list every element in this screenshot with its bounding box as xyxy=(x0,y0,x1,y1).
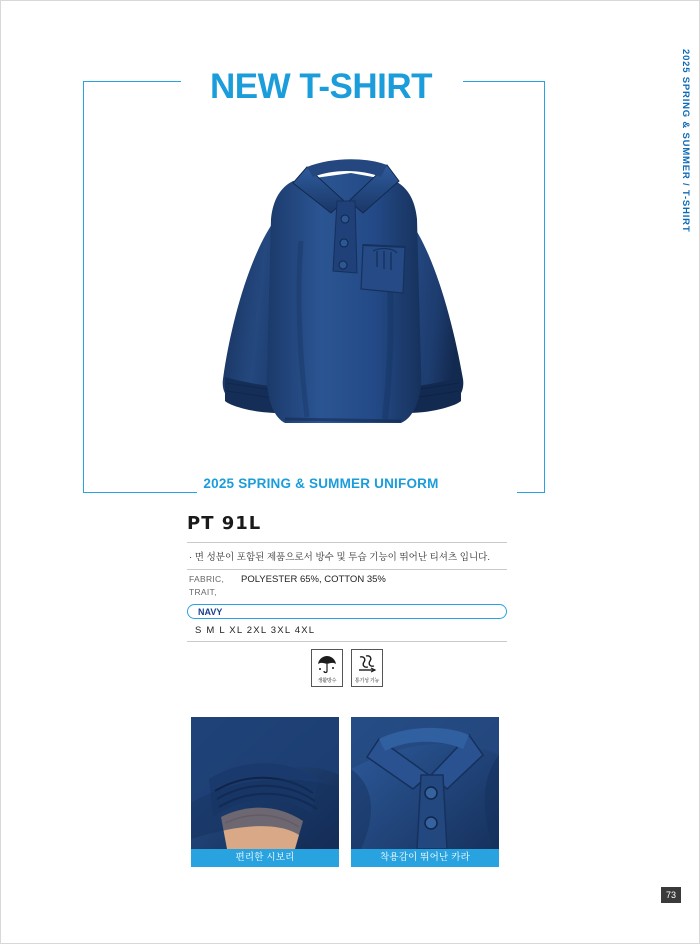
collar-detail-caption: 착용감이 뛰어난 카라 xyxy=(351,849,499,867)
page-title: NEW T-SHIRT xyxy=(210,67,432,106)
water-repellent-icon xyxy=(311,649,343,687)
water-repellent-caption: 생활방수 xyxy=(317,678,337,684)
model-code: PT 91L xyxy=(187,513,262,534)
product-info xyxy=(187,513,507,642)
spec-trait-value xyxy=(241,587,505,597)
collar-detail-image xyxy=(351,717,499,849)
cuff-detail-photo xyxy=(191,717,339,867)
collar-detail-photo xyxy=(351,717,499,867)
airflow-glyph xyxy=(352,650,382,677)
cuff-detail-caption: 편리한 시보리 xyxy=(191,849,339,867)
breathable-caption: 통기성 기능 xyxy=(354,678,380,684)
product-description: · 면 성분이 포함된 제품으로서 방수 및 투습 기능이 뛰어난 티셔츠 입니다. xyxy=(187,542,507,570)
color-badge: NAVY xyxy=(187,604,507,619)
spec-fabric-value: POLYESTER 65%, COTTON 35% xyxy=(241,574,386,585)
detail-photos xyxy=(191,717,499,867)
spec-trait-label: TRAIT, xyxy=(189,587,217,597)
size-list: S M L XL 2XL 3XL 4XL xyxy=(187,619,507,642)
cuff-detail-image xyxy=(191,717,339,849)
page-number: 73 xyxy=(661,887,681,903)
feature-icons xyxy=(311,649,383,687)
spec-fabric-label: FABRIC, xyxy=(189,574,225,584)
frame-caption: 2025 SPRING & SUMMER UNIFORM xyxy=(203,476,439,491)
product-image xyxy=(181,121,511,461)
breathable-icon xyxy=(351,649,383,687)
umbrella-glyph xyxy=(312,650,342,677)
spec-fabric xyxy=(187,570,507,586)
side-vertical-label: 2025 SPRING & SUMMER / T-SHIRT xyxy=(680,49,691,233)
spec-trait xyxy=(187,586,507,601)
